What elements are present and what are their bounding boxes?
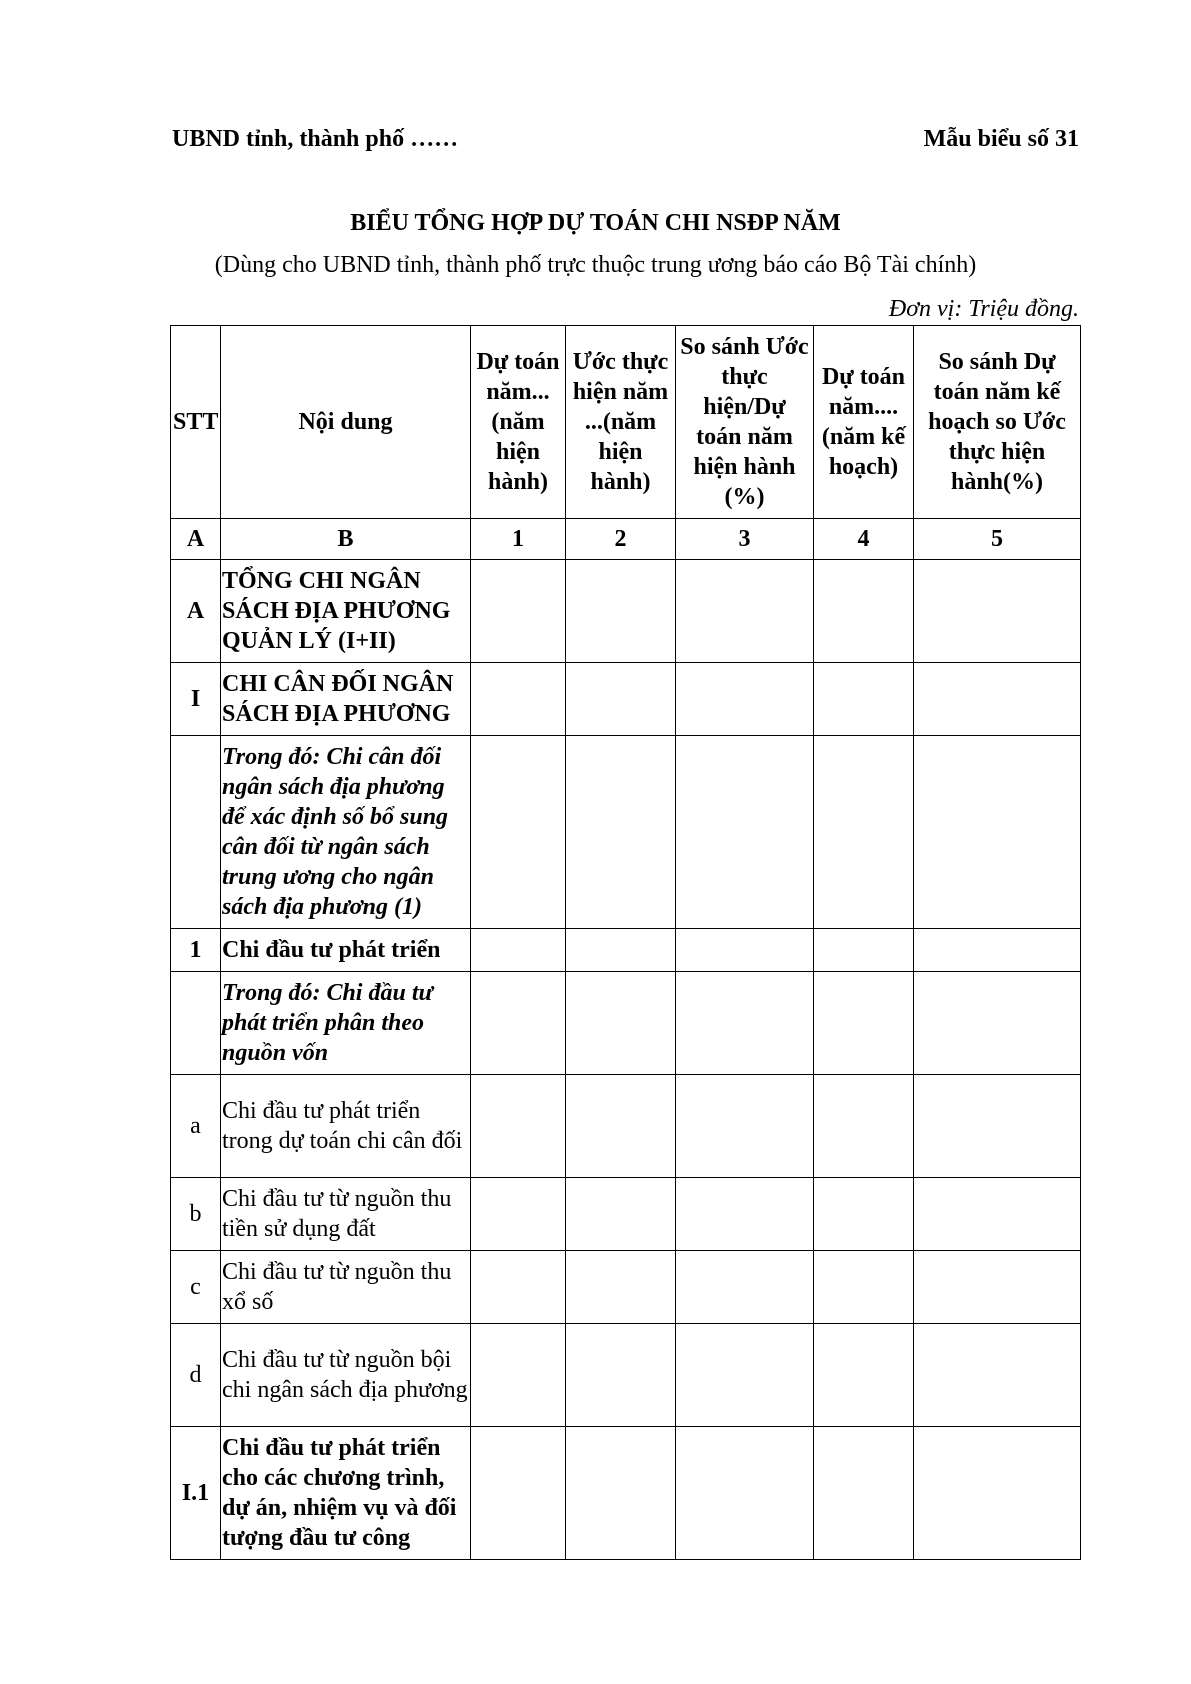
cell-empty [814, 736, 914, 929]
row-content: Trong đó: Chi cân đối ngân sách địa phương để xác định số bổ sung cân đối từ ngân sách trung ương cho ngân sách địa phương (1) [221, 736, 471, 929]
header-content: Nội dung [221, 326, 471, 519]
cell-empty [471, 1324, 566, 1427]
budget-table [170, 325, 1081, 1560]
cell-empty [566, 1251, 676, 1324]
cell-empty [914, 736, 1081, 929]
header-col-5: So sánh Dự toán năm kế hoạch so Ước thực hiện hành(%) [914, 326, 1081, 519]
column-code: 2 [566, 519, 676, 560]
cell-empty [914, 560, 1081, 663]
cell-empty [676, 663, 814, 736]
row-content: Chi đầu tư phát triển trong dự toán chi cân đối [221, 1075, 471, 1178]
row-stt: I [171, 663, 221, 736]
document-title: BIỂU TỔNG HỢP DỰ TOÁN CHI NSĐP NĂM [350, 210, 841, 236]
header-row [171, 326, 1081, 519]
row-stt: d [171, 1324, 221, 1427]
header-stt: STT [171, 326, 221, 519]
unit-label: Đơn vị: Triệu đồng. [888, 296, 1079, 322]
header-left: UBND tỉnh, thành phố …… [172, 126, 459, 152]
cell-empty [814, 929, 914, 972]
row-content: Chi đầu tư phát triển [221, 929, 471, 972]
form-number: Mẫu biểu số 31 [923, 126, 1079, 152]
cell-empty [566, 972, 676, 1075]
cell-empty [566, 736, 676, 929]
table-row [171, 736, 1081, 929]
header-col-3: So sánh Ước thực hiện/Dự toán năm hiện hành (%) [676, 326, 814, 519]
cell-empty [676, 736, 814, 929]
cell-empty [566, 929, 676, 972]
cell-empty [676, 1324, 814, 1427]
cell-empty [814, 1427, 914, 1560]
cell-empty [814, 972, 914, 1075]
cell-empty [566, 663, 676, 736]
cell-empty [566, 1324, 676, 1427]
cell-empty [914, 663, 1081, 736]
row-content: Trong đó: Chi đầu tư phát triển phân theo nguồn vốn [221, 972, 471, 1075]
header-col-2: Ước thực hiện năm ...(năm hiện hành) [566, 326, 676, 519]
row-stt [171, 972, 221, 1075]
cell-empty [914, 929, 1081, 972]
cell-empty [814, 1178, 914, 1251]
row-content: TỔNG CHI NGÂN SÁCH ĐỊA PHƯƠNG QUẢN LÝ (I+II) [221, 560, 471, 663]
table-row [171, 1427, 1081, 1560]
cell-empty [814, 1324, 914, 1427]
cell-empty [914, 972, 1081, 1075]
table-row [171, 929, 1081, 972]
column-code: B [221, 519, 471, 560]
cell-empty [471, 560, 566, 663]
cell-empty [471, 1427, 566, 1560]
cell-empty [566, 560, 676, 663]
row-stt: a [171, 1075, 221, 1178]
column-code: A [171, 519, 221, 560]
column-code: 5 [914, 519, 1081, 560]
cell-empty [914, 1427, 1081, 1560]
cell-empty [914, 1178, 1081, 1251]
cell-empty [471, 1075, 566, 1178]
table-row [171, 1178, 1081, 1251]
column-code-row [171, 519, 1081, 560]
cell-empty [471, 972, 566, 1075]
cell-empty [566, 1178, 676, 1251]
cell-empty [471, 929, 566, 972]
cell-empty [471, 663, 566, 736]
cell-empty [566, 1075, 676, 1178]
cell-empty [814, 1075, 914, 1178]
row-content: Chi đầu tư từ nguồn thu xổ số [221, 1251, 471, 1324]
cell-empty [676, 929, 814, 972]
row-stt: I.1 [171, 1427, 221, 1560]
cell-empty [471, 1178, 566, 1251]
table-row [171, 560, 1081, 663]
cell-empty [676, 1427, 814, 1560]
document-subtitle: (Dùng cho UBND tỉnh, thành phố trực thuộc trung ương báo cáo Bộ Tài chính) [214, 252, 977, 278]
cell-empty [676, 1075, 814, 1178]
header-col-1: Dự toán năm... (năm hiện hành) [471, 326, 566, 519]
table-row [171, 663, 1081, 736]
row-stt [171, 736, 221, 929]
column-code: 3 [676, 519, 814, 560]
cell-empty [471, 1251, 566, 1324]
row-content: Chi đầu tư từ nguồn bội chi ngân sách địa phương [221, 1324, 471, 1427]
column-code: 1 [471, 519, 566, 560]
cell-empty [914, 1075, 1081, 1178]
row-content: Chi đầu tư phát triển cho các chương trình, dự án, nhiệm vụ và đối tượng đầu tư công [221, 1427, 471, 1560]
cell-empty [914, 1251, 1081, 1324]
row-stt: c [171, 1251, 221, 1324]
row-content: CHI CÂN ĐỐI NGÂN SÁCH ĐỊA PHƯƠNG [221, 663, 471, 736]
table-row [171, 972, 1081, 1075]
cell-empty [676, 972, 814, 1075]
row-content: Chi đầu tư từ nguồn thu tiền sử dụng đất [221, 1178, 471, 1251]
row-stt: 1 [171, 929, 221, 972]
cell-empty [471, 736, 566, 929]
header-col-4: Dự toán năm.... (năm kế hoạch) [814, 326, 914, 519]
table-row [171, 1324, 1081, 1427]
row-stt: A [171, 560, 221, 663]
cell-empty [676, 1251, 814, 1324]
cell-empty [676, 560, 814, 663]
cell-empty [814, 560, 914, 663]
cell-empty [676, 1178, 814, 1251]
table-row [171, 1251, 1081, 1324]
cell-empty [814, 1251, 914, 1324]
cell-empty [566, 1427, 676, 1560]
row-stt: b [171, 1178, 221, 1251]
table-row [171, 1075, 1081, 1178]
cell-empty [814, 663, 914, 736]
column-code: 4 [814, 519, 914, 560]
cell-empty [914, 1324, 1081, 1427]
